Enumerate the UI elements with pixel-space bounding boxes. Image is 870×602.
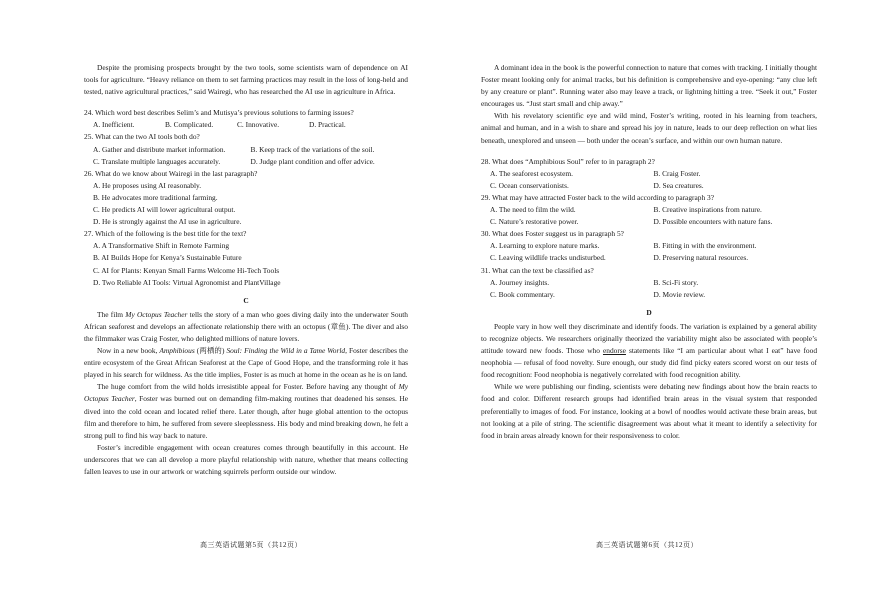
question-27: 27. Which of the following is the best title for the text?: [84, 229, 247, 239]
option: B. Sci-Fi story.: [653, 277, 699, 287]
option: D. Two Reliable AI Tools: Virtual Agronomist and PlantVillage: [93, 277, 281, 287]
option: C. Innovative.: [237, 120, 280, 130]
book-title: Amphibious: [159, 346, 195, 356]
question-28: 28. What does “Amphibious Soul” refer to in paragraph 2?: [481, 156, 655, 166]
question-30-options: [481, 240, 817, 264]
option: C. Leaving wildlife tracks undisturbed.: [490, 253, 606, 263]
question-29-options: [481, 204, 817, 228]
option: D. Sea creatures.: [653, 180, 704, 190]
book-title: Soul: Finding the Wild in a Tame World: [226, 346, 346, 356]
paragraph: With his revelatory scientific eye and wild mind, Foster’s writing, rooted in his learning from teachers, animal and human, and in a wish to share and spread his joy in nature, leads to our deep reflection on what lies beneath, unexplored and unseen — both under the ocean’s surface, and within our own human nature.: [481, 111, 817, 145]
right-column: [481, 62, 817, 442]
option: C. AI for Plants: Kenyan Small Farms Welcome Hi-Tech Tools: [93, 265, 280, 275]
book-title: My Octopus Teacher: [125, 309, 188, 319]
option: D. He is strongly against the AI use in agriculture.: [93, 217, 242, 227]
option: D. Judge plant condition and offer advice.: [250, 156, 375, 166]
question-24: 24. Which word best describes Selim’s and Mutisya’s previous solutions to farming issues?: [84, 108, 354, 118]
left-column: [84, 62, 408, 478]
question-31-options: [481, 277, 817, 301]
option: B. Complicated.: [165, 120, 214, 130]
paragraph: Now in a new book, Amphibious (两栖的) Soul: Finding the Wild in a Tame World, Foster describes the entire ecosystem of the Great African Seaforest at the Cape of Good Hope, and the transforming role it has played in his search for wildness. As the title implies, Foster is as much at home in the ocean as he is on land.: [84, 346, 408, 380]
option: C. Nature’s restorative power.: [490, 217, 579, 227]
page-footer: 高三英语试题第6页（共12页）: [596, 541, 698, 549]
paragraph: People vary in how well they discriminate and identify foods. The variation is explained by a general ability to recognize objects. We researchers originally theorized the variability might also be associated with people’s attitude toward new foods. Those who endorse statements like “I am particular about what I eat” have food neophobia — refusal of food novelty. Sure enough, our study did find picky eaters scored worst on our tests of food recognition: Food neophobia is negatively correlated with food recognition ability.: [481, 321, 818, 380]
right-page: [435, 0, 870, 602]
paragraph: Foster’s incredible engagement with ocean creatures comes through beautifully in this account. He underscores that we can all develop a more playful relationship with nature, whether that means collecting fallen leaves to use in our artwork or watching squirrels perform outside our window.: [84, 442, 408, 476]
question-29: 29. What may have attracted Foster back to the wild according to paragraph 3?: [481, 192, 714, 202]
question-31: 31. What can the text be classified as?: [481, 265, 594, 275]
book-title: My Octopus Teacher: [84, 382, 408, 404]
option: A. A Transformative Shift in Remote Farming: [93, 241, 230, 251]
option: A. Inefficient.: [93, 120, 135, 130]
question-30: 30. What does Foster suggest us in paragraph 5?: [481, 229, 624, 239]
section-heading-d: D: [646, 307, 652, 317]
option: B. Fitting in with the environment.: [653, 241, 757, 251]
question-25-options: [84, 144, 408, 168]
paragraph: Despite the promising prospects brought by the two tools, some scientists warn of dependence on AI tools for agriculture. “Heavy reliance on them to set farming practices may result in the loss of long-held and tested, native agricultural practices,” said Wairegi, who has researched the AI use in agriculture in Africa.: [84, 63, 408, 97]
option: C. Book commentary.: [490, 289, 555, 299]
question-24-options: [84, 119, 408, 131]
option: D. Preserving natural resources.: [653, 253, 749, 263]
paragraph: While we were publishing our finding, scientists were debating new findings about how the brain reacts to food and color. Different research groups had identified brain areas in the visual system that responded preferentially to images of food. For instance, looking at a bowl of noodles would activate these brain areas, but not looking at a pile of string. The scientific disagreement was about what it meant to identify a selectivity for food in brain areas already known for their responsiveness to color.: [481, 382, 817, 440]
option: D. Movie review.: [653, 289, 706, 299]
question-26: 26. What do we know about Wairegi in the last paragraph?: [84, 168, 258, 178]
question-28-options: [481, 168, 817, 192]
option: A. Gather and distribute market information.: [93, 144, 226, 154]
option: D. Practical.: [309, 120, 346, 130]
option: A. He proposes using AI reasonably.: [93, 180, 202, 190]
option: B. He advocates more traditional farming.: [93, 192, 218, 202]
option: C. Ocean conservationists.: [490, 180, 569, 190]
paragraph: The film My Octopus Teacher tells the story of a man who goes diving daily into the underwater South African seaforest and develops an affectionate relationship there with an octopus (章鱼). The diver and also the filmmaker was Craig Foster, who delighted millions of nature lovers.: [84, 309, 408, 343]
option: B. Creative inspirations from nature.: [653, 205, 762, 215]
question-25: 25. What can the two AI tools both do?: [84, 132, 200, 142]
option: A. Journey insights.: [490, 277, 550, 287]
option: A. Learning to explore nature marks.: [490, 241, 600, 251]
option: A. The seaforest ecosystem.: [490, 168, 573, 178]
option: C. He predicts AI will lower agricultural output.: [93, 205, 236, 215]
option: D. Possible encounters with nature fans.: [653, 217, 773, 227]
option: B. Craig Foster.: [653, 168, 701, 178]
paragraph: A dominant idea in the book is the powerful connection to nature that comes with tracking. I initially thought Foster meant looking only for animal tracks, but his definition is comprehensive and eye-opening: “any clue left by any creature or plant”. Running water also may leave a track, or lightning hitting a tree. “Seek it out,” Foster encourages us. “Just start small and chip away.”: [481, 63, 817, 109]
paragraph: The huge comfort from the wild holds irresistible appeal for Foster. Before having any thought of My Octopus Teacher, Foster was burned out on demanding film-making routines that deadened his senses. He dived into the cold ocean and located relief there. Later though, after huge global attention to the octopus film and therefore to him, he suffered from severe sleeplessness. His body and mind breaking down, he felt a strong pull to find his way back to nature.: [84, 382, 408, 440]
page-footer: 高三英语试题第5页（共12页）: [200, 541, 302, 549]
option: A. The need to film the wild.: [490, 205, 576, 215]
underlined-word: endorse: [602, 346, 626, 356]
option: B. AI Builds Hope for Kenya’s Sustainable Future: [93, 253, 242, 263]
option: B. Keep track of the variations of the soil.: [250, 144, 375, 154]
section-heading-c: C: [243, 295, 249, 305]
option: C. Translate multiple languages accurately.: [93, 156, 221, 166]
